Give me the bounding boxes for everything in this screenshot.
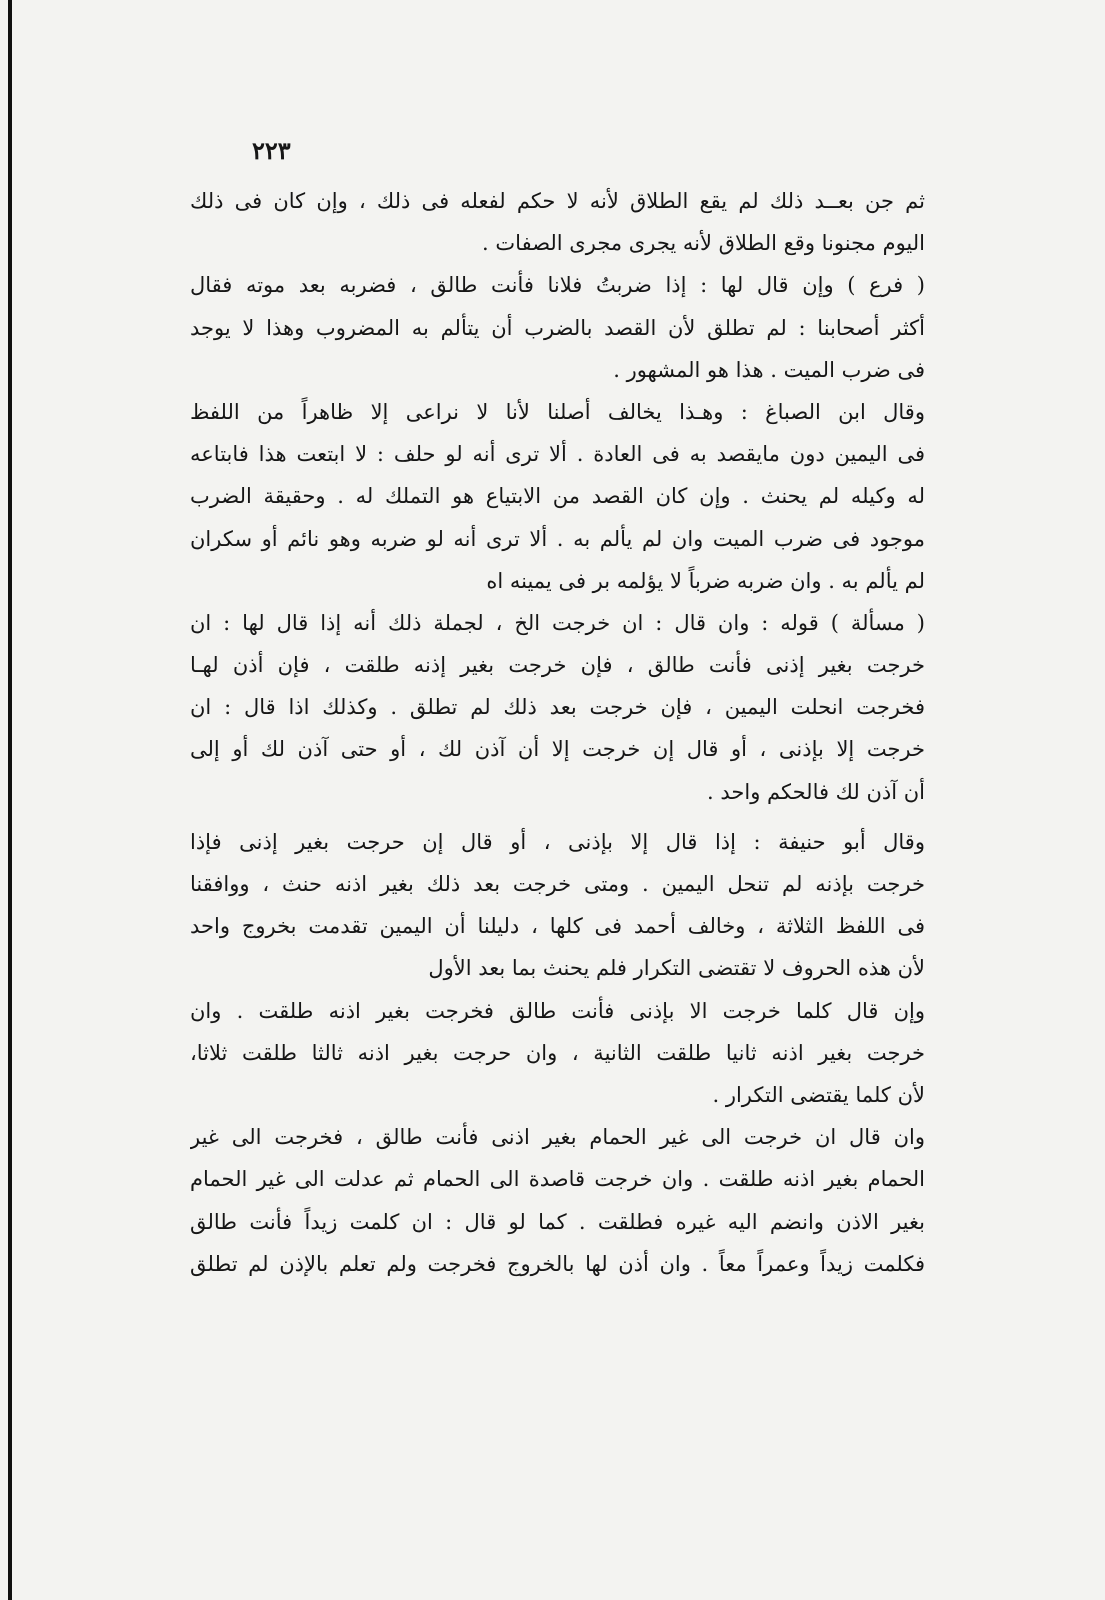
text-line: خرجت إلا بإذنى ، أو قال إن خرجت إلا أن آذن لك ، أو حتى آذن لك أو إلى — [190, 737, 925, 762]
text-line: فى ضرب الميت . هذا هو المشهور . — [613, 357, 925, 382]
text-line: خرجت بغير إذنى فأنت طالق ، فإن خرجت بغير إذنه طلقت ، فإن أذن لهـا — [190, 653, 925, 678]
page-number: ٢٢٣ — [252, 136, 291, 165]
text-line: لأن هذه الحروف لا تقتضى التكرار فلم يحنث بما بعد الأول — [428, 956, 925, 981]
text-line: خرجت بإذنه لم تنحل اليمين . ومتى خرجت بعد ذلك بغير اذنه حنث ، ووافقنا — [190, 872, 925, 896]
text-line: اليوم مجنونا وقع الطلاق لأنه يجرى مجرى الصفات . — [482, 231, 925, 256]
text-line: وقال ابن الصباغ : وهـذا يخالف أصلنا لأنا لا نراعى إلا ظاهراً من اللفظ — [190, 399, 925, 424]
text-line: أكثر أصحابنا : لم تطلق لأن القصد بالضرب أن يتألم به المضروب وهذا لا يوجد — [190, 315, 925, 340]
text-line: بغير الاذن وانضم اليه غيره فطلقت . كما لو قال : ان كلمت زيداً فأنت طالق — [190, 1209, 925, 1234]
text-line: وقال أبو حنيفة : إذا قال إلا بإذنى ، أو قال إن حرجت بغير إذنى فإذا — [190, 829, 925, 854]
text-line: وإن قال كلما خرجت الا بإذنى فأنت طالق فخرجت بغير اذنه طلقت . وان — [190, 998, 925, 1023]
text-line: لم يألم به . وان ضربه ضرباً لا يؤلمه بر فى يمينه اه — [486, 568, 925, 593]
text-line: فى اليمين دون مايقصد به فى العادة . ألا ترى أنه لو حلف : لا ابتعت هذا فابتاعه — [190, 442, 925, 467]
text-line: وان قال ان خرجت الى غير الحمام بغير اذنى فأنت طالق ، فخرجت الى غير — [190, 1125, 925, 1150]
text-line: له وكيله لم يحنث . وإن كان القصد من الابتياع هو التملك له . وحقيقة الضرب — [190, 484, 925, 509]
text-line: ( فرع ) وإن قال لها : إذا ضربتُ فلانا فأنت طالق ، فضربه بعد موته فقال — [190, 273, 925, 298]
book-page — [190, 130, 925, 1400]
text-line: فى اللفظ الثلاثة ، وخالف أحمد فى كلها ، دليلنا أن اليمين تقدمت بخروج واحد — [190, 914, 925, 939]
text-line: فكلمت زيداً وعمراً معاً . وان أذن لها بالخروج فخرجت ولم تعلم بالإذن لم تطلق — [190, 1251, 925, 1276]
text-line: أن آذن لك فالحكم واحد . — [707, 779, 925, 804]
text-line: ( مسألة ) قوله : وان قال : ان خرجت الخ ، لجملة ذلك أنه إذا قال لها : ان — [190, 610, 925, 635]
page-body — [190, 180, 925, 1285]
page-edge-rule — [8, 0, 12, 1600]
text-line: ثم جن بعــد ذلك لم يقع الطلاق لأنه لا حكم لفعله فى ذلك ، وإن كان فى ذلك — [190, 189, 925, 213]
text-line: موجود فى ضرب الميت وان لم يألم به . ألا ترى أنه لو ضربه وهو نائم أو سكران — [190, 526, 925, 551]
text-line: الحمام بغير اذنه طلقت . وان خرجت قاصدة الى الحمام ثم عدلت الى غير الحمام — [190, 1167, 925, 1192]
text-line: فخرجت انحلت اليمين ، فإن خرجت بعد ذلك لم تطلق . وكذلك اذا قال : ان — [190, 695, 925, 720]
text-line: لأن كلما يقتضى التكرار . — [712, 1082, 925, 1107]
text-line: خرجت بغير اذنه ثانيا طلقت الثانية ، وان حرجت بغير اذنه ثالثا طلقت ثلاثا، — [190, 1040, 925, 1065]
